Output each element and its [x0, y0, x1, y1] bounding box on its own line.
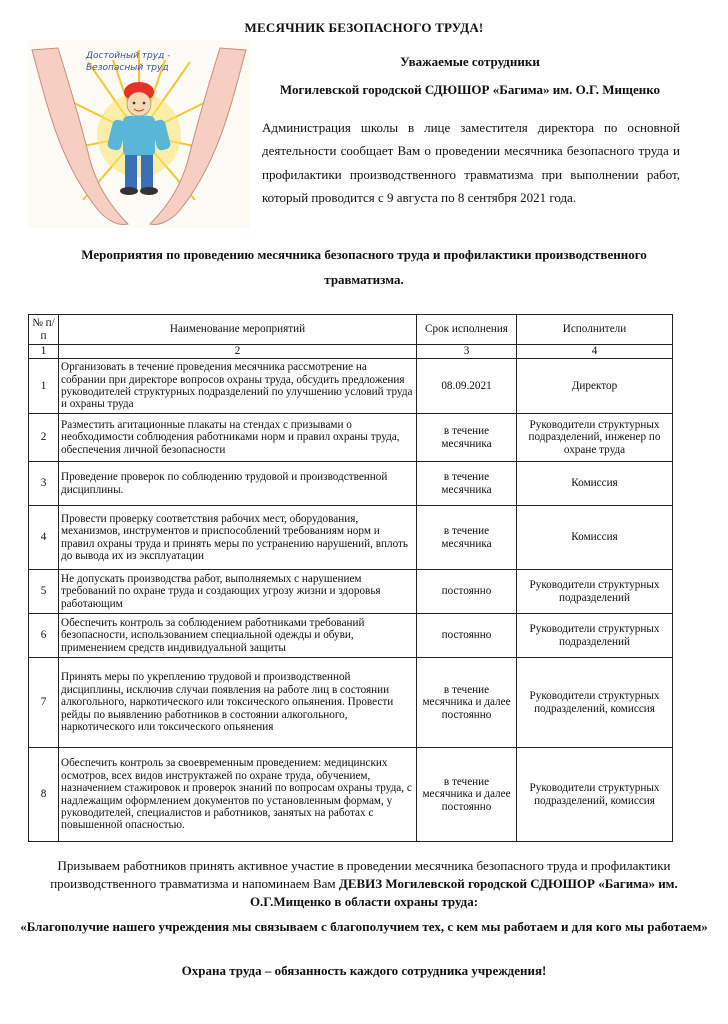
row-task: Не допускать производства работ, выполняемых с нарушением требований по охране труда и создающих угрозу жизни и здоровья работающим — [59, 570, 417, 614]
row-num: 2 — [29, 414, 59, 462]
child-drawing-illustration — [28, 40, 250, 228]
row-task: Разместить агитационные плакаты на стендах с призывами о необходимости соблюдения работниками норм и правил охраны труда, обеспечения личной безопасности — [59, 414, 417, 462]
row-executors: Руководители структурных подразделений, комиссия — [517, 658, 673, 748]
header-term: Срок исполнения — [417, 315, 517, 345]
row-executors: Руководители структурных подразделений, комиссия — [517, 748, 673, 842]
table-row — [29, 359, 673, 414]
footer-motto-heading: ДЕВИЗ Могилевской городской СДЮШОР «Багима» им. О.Г.Мищенко в области охраны труда: — [249, 876, 678, 909]
index-cell: 2 — [59, 345, 417, 359]
table-row — [29, 462, 673, 506]
measures-table — [28, 314, 673, 842]
header-name: Наименование мероприятий — [59, 315, 417, 345]
footer-motto: «Благополучие нашего учреждения мы связываем с благополучием тех, с кем мы работаем и для кого мы работаем» — [20, 919, 708, 934]
illustration-caption-1: Достойный труд - — [86, 51, 171, 61]
row-executors: Руководители структурных подразделений — [517, 614, 673, 658]
row-num: 6 — [29, 614, 59, 658]
page-title: МЕСЯЧНИК БЕЗОПАСНОГО ТРУДА! — [244, 20, 484, 35]
table-row — [29, 658, 673, 748]
greeting-line-2: Могилевской городской СДЮШОР «Багима» им. О.Г. Мищенко — [279, 82, 661, 97]
table-row — [29, 506, 673, 570]
row-term: в течение месячника — [417, 462, 517, 506]
row-executors: Руководители структурных подразделений, инженер по охране труда — [517, 414, 673, 462]
index-cell: 3 — [417, 345, 517, 359]
greeting-line-1: Уважаемые сотрудники — [400, 54, 540, 69]
index-cell: 1 — [29, 345, 59, 359]
row-executors: Руководители структурных подразделений — [517, 570, 673, 614]
table-row — [29, 614, 673, 658]
row-executors: Комиссия — [517, 506, 673, 570]
intro-paragraph: Администрация школы в лице заместителя директора по основной деятельности сообщает Вам о проведении месячника безопасного труда и профилактики производственного травматизма при выполнении работ, который проводится с 9 августа по 8 сентября 2021 года. — [262, 120, 680, 205]
row-term: в течение месячника — [417, 506, 517, 570]
header-num: № п/п — [29, 315, 59, 345]
row-term: постоянно — [417, 614, 517, 658]
row-num: 5 — [29, 570, 59, 614]
row-num: 3 — [29, 462, 59, 506]
row-term: в течение месячника и далее постоянно — [417, 748, 517, 842]
header-executors: Исполнители — [517, 315, 673, 345]
footer-appeal-text: Призываем работников принять активное участие в проведении месячника безопасного труда и профилактики производственного травматизма и напоминаем Вам — [50, 858, 671, 891]
row-num: 7 — [29, 658, 59, 748]
row-term: в течение месячника и далее постоянно — [417, 658, 517, 748]
index-cell: 4 — [517, 345, 673, 359]
table-row — [29, 748, 673, 842]
row-task: Проведение проверок по соблюдению трудовой и производственной дисциплины. — [59, 462, 417, 506]
row-num: 1 — [29, 359, 59, 414]
row-task: Обеспечить контроль за соблюдением работниками требований безопасности, использованием специальной одежды и обуви, применением средств индивидуальной защиты — [59, 614, 417, 658]
row-term: в течение месячника — [417, 414, 517, 462]
table-header-row — [29, 315, 673, 345]
row-executors: Комиссия — [517, 462, 673, 506]
table-row — [29, 414, 673, 462]
section-title: Мероприятия по проведению месячника безопасного труда и профилактики производственного травматизма. — [81, 247, 647, 287]
row-task: Принять меры по укреплению трудовой и производственной дисциплины, исключив случаи появления на работе лиц в состоянии алкогольного, наркотического или токсического опьянения. Провести рейды по выявлению работников в состоянии алкогольного, наркотического или токсического опьянения — [59, 658, 417, 748]
row-task: Организовать в течение проведения месячника рассмотрение на собрании при директоре вопросов охраны труда, обсудить предложения руководителей структурных подразделений по улучшению условий труда и охраны труда — [59, 359, 417, 414]
row-num: 4 — [29, 506, 59, 570]
row-task: Обеспечить контроль за своевременным проведением: медицинских осмотров, всех видов инструктажей по охране труда, обучением, назначением стажировок и проверок знаний по вопросам охраны труда, с надлежащим оформлением документов по установленным формам, у руководителей, специалистов и работников, занятых на работах с повышенной опасностью. — [59, 748, 417, 842]
illustration-caption-2: Безопасный труд — [86, 63, 169, 73]
footer-appeal — [20, 857, 708, 911]
table-row — [29, 570, 673, 614]
row-term: 08.09.2021 — [417, 359, 517, 414]
row-executors: Директор — [517, 359, 673, 414]
row-num: 8 — [29, 748, 59, 842]
row-task: Провести проверку соответствия рабочих мест, оборудования, механизмов, инструментов и приспособлений требованиям норм и правил охраны труда и принять меры по устранению нарушений, вплоть до вывода их из эксплуатации — [59, 506, 417, 570]
footer-slogan: Охрана труда – обязанность каждого сотрудника учреждения! — [181, 963, 547, 978]
table-index-row — [29, 345, 673, 359]
row-term: постоянно — [417, 570, 517, 614]
